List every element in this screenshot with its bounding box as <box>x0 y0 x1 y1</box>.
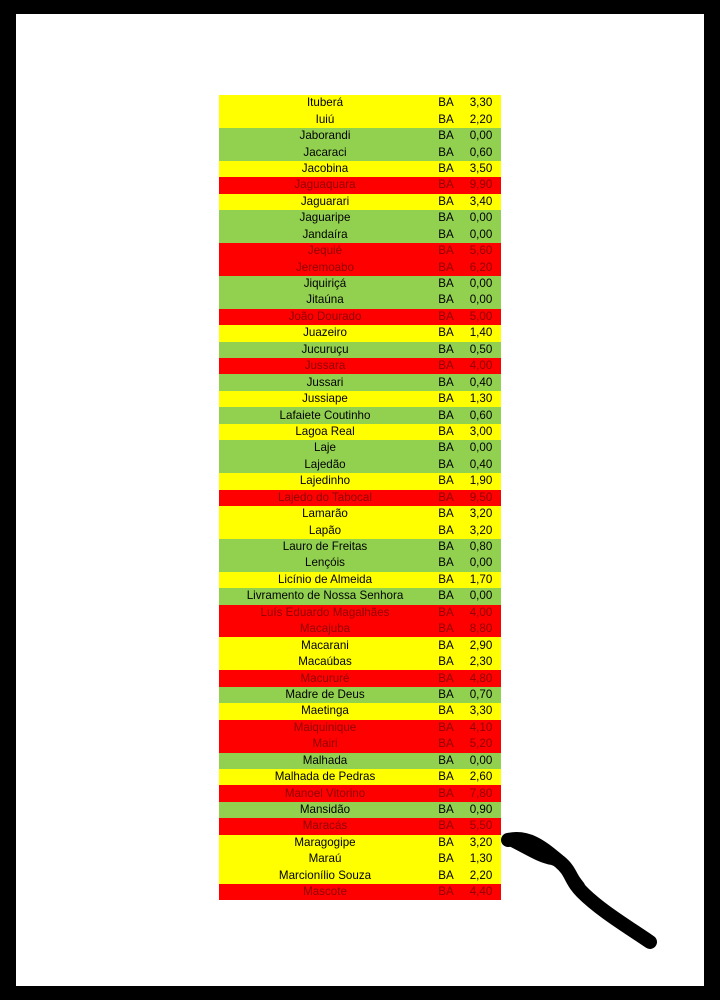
state-code: BA <box>438 227 454 241</box>
state-code: BA <box>438 572 454 586</box>
state-code: BA <box>438 753 454 767</box>
state-code: BA <box>438 309 454 323</box>
city-name: Lajedo do Tabocal <box>278 490 372 504</box>
state-code: BA <box>438 161 454 175</box>
state-code: BA <box>438 490 454 504</box>
rate-value: 4,00 <box>469 605 493 619</box>
state-code: BA <box>438 523 454 537</box>
city-name: Jitaúna <box>306 293 344 307</box>
city-name: Mairi <box>312 737 338 751</box>
city-name: Iuiú <box>315 112 335 126</box>
state-code: BA <box>438 737 454 751</box>
state-code: BA <box>438 474 454 488</box>
city-name: Lapão <box>308 523 342 537</box>
state-code: BA <box>438 868 454 882</box>
rate-value: 0,00 <box>469 441 493 455</box>
state-code: BA <box>438 671 454 685</box>
rate-value: 3,20 <box>469 507 493 521</box>
city-name: Ituberá <box>306 96 344 110</box>
city-name: Macururé <box>300 671 350 685</box>
city-name: Jandaíra <box>302 227 348 241</box>
rate-value: 3,50 <box>469 161 493 175</box>
rate-value: 3,40 <box>469 194 493 208</box>
state-code: BA <box>438 112 454 126</box>
state-code: BA <box>438 375 454 389</box>
city-name: Juazeiro <box>303 326 347 340</box>
rate-value: 5,50 <box>469 819 493 833</box>
city-name: Manoel Vitorino <box>284 786 366 800</box>
rate-value: 3,20 <box>469 835 493 849</box>
state-code: BA <box>438 145 454 159</box>
city-name: Licínio de Almeida <box>277 572 373 586</box>
rate-value: 2,30 <box>469 655 493 669</box>
city-name: Jussara <box>304 359 346 373</box>
rate-value: 2,20 <box>469 868 493 882</box>
rate-value: 1,90 <box>469 474 493 488</box>
city-name: Livramento de Nossa Senhora <box>246 589 404 603</box>
city-name: Malhada <box>302 753 348 767</box>
city-name: Lagoa Real <box>295 424 355 438</box>
city-name: Lafaiete Coutinho <box>279 408 371 422</box>
state-code: BA <box>438 687 454 701</box>
state-code: BA <box>438 277 454 291</box>
city-name: Luís Eduardo Magalhães <box>260 605 390 619</box>
city-name: Maetinga <box>301 704 349 718</box>
city-name: Marcionílio Souza <box>278 868 372 882</box>
rate-value: 3,30 <box>469 704 493 718</box>
rate-value: 6,20 <box>469 260 493 274</box>
city-name: Lajedinho <box>299 474 351 488</box>
city-name: Maraú <box>308 852 342 866</box>
city-name: Jacaraci <box>303 145 347 159</box>
city-name: Jussari <box>306 375 344 389</box>
rate-value: 0,40 <box>469 375 493 389</box>
state-code: BA <box>438 260 454 274</box>
state-code: BA <box>438 885 454 899</box>
state-code: BA <box>438 770 454 784</box>
city-name: Mansidão <box>299 803 351 817</box>
rate-value: 2,20 <box>469 112 493 126</box>
rate-value: 0,00 <box>469 227 493 241</box>
state-code: BA <box>438 326 454 340</box>
rate-value: 0,00 <box>469 556 493 570</box>
state-code: BA <box>438 178 454 192</box>
rate-value: 0,40 <box>469 457 493 471</box>
rate-value: 0,70 <box>469 687 493 701</box>
rate-value: 2,60 <box>469 770 493 784</box>
rate-value: 4,80 <box>469 671 493 685</box>
rate-value: 1,30 <box>469 392 493 406</box>
rate-value: 7,80 <box>469 786 493 800</box>
city-name: Maiquinique <box>293 720 357 734</box>
city-name: Lajedão <box>304 457 346 471</box>
rate-value: 0,00 <box>469 129 493 143</box>
city-name: Jussiape <box>302 392 348 406</box>
rate-value: 5,00 <box>469 309 493 323</box>
city-name: Jaguaquara <box>294 178 356 192</box>
rate-value: 0,50 <box>469 342 493 356</box>
rate-value: 5,20 <box>469 737 493 751</box>
city-name: Jequié <box>307 244 343 258</box>
rate-value: 4,10 <box>469 720 493 734</box>
rate-value: 0,90 <box>469 803 493 817</box>
state-code: BA <box>438 457 454 471</box>
state-code: BA <box>438 441 454 455</box>
rate-value: 0,00 <box>469 589 493 603</box>
rate-value: 1,30 <box>469 852 493 866</box>
rate-value: 5,60 <box>469 244 493 258</box>
city-name: Lençóis <box>305 556 345 570</box>
state-code: BA <box>438 408 454 422</box>
city-name: Macarani <box>301 638 349 652</box>
state-code: BA <box>438 622 454 636</box>
rate-value: 0,60 <box>469 145 493 159</box>
state-code: BA <box>438 720 454 734</box>
rate-value: 0,00 <box>469 753 493 767</box>
state-code: BA <box>438 819 454 833</box>
state-code: BA <box>438 244 454 258</box>
rate-value: 9,50 <box>469 490 493 504</box>
city-name: Laje <box>314 441 336 455</box>
state-code: BA <box>438 194 454 208</box>
city-name: Jacobina <box>301 161 349 175</box>
rate-value: 0,80 <box>469 540 493 554</box>
state-code: BA <box>438 96 454 110</box>
city-name: Macajuba <box>299 622 351 636</box>
rate-value: 1,40 <box>469 326 493 340</box>
state-code: BA <box>438 540 454 554</box>
city-name: Maragogipe <box>294 835 356 849</box>
city-name: João Dourado <box>288 309 362 323</box>
city-name: Macaúbas <box>298 655 352 669</box>
rate-value: 4,40 <box>469 885 493 899</box>
rate-value: 2,90 <box>469 638 493 652</box>
city-name: Mascote <box>303 885 347 899</box>
rate-value: 3,00 <box>469 424 493 438</box>
rate-value: 1,70 <box>469 572 493 586</box>
city-name: Lamarão <box>302 507 348 521</box>
state-code: BA <box>438 392 454 406</box>
rate-value: 4,00 <box>469 359 493 373</box>
rate-value: 3,20 <box>469 523 493 537</box>
city-name: Jaborandi <box>299 129 351 143</box>
rate-value: 0,00 <box>469 293 493 307</box>
state-code: BA <box>438 507 454 521</box>
city-name: Malhada de Pedras <box>274 770 376 784</box>
state-code: BA <box>438 638 454 652</box>
state-code: BA <box>438 211 454 225</box>
state-code: BA <box>438 342 454 356</box>
rate-value: 0,00 <box>469 277 493 291</box>
city-name: Jucuruçu <box>301 342 349 356</box>
state-code: BA <box>438 556 454 570</box>
state-code: BA <box>438 835 454 849</box>
city-name: Jaguaripe <box>299 211 351 225</box>
state-code: BA <box>438 605 454 619</box>
state-code: BA <box>438 786 454 800</box>
city-name: Lauro de Freitas <box>282 540 368 554</box>
rate-value: 3,30 <box>469 96 493 110</box>
state-code: BA <box>438 424 454 438</box>
state-code: BA <box>438 129 454 143</box>
state-code: BA <box>438 359 454 373</box>
city-name: Jiquiriçá <box>303 277 347 291</box>
rate-value: 9,90 <box>469 178 493 192</box>
city-name: Jeremoabo <box>295 260 354 274</box>
rate-value: 0,60 <box>469 408 493 422</box>
city-name: Jaguarari <box>300 194 350 208</box>
state-code: BA <box>438 852 454 866</box>
state-code: BA <box>438 803 454 817</box>
state-code: BA <box>438 704 454 718</box>
rate-value: 8,80 <box>469 622 493 636</box>
state-code: BA <box>438 655 454 669</box>
state-code: BA <box>438 293 454 307</box>
city-name: Madre de Deus <box>285 687 365 701</box>
city-name: Maracás <box>302 819 348 833</box>
rate-value: 0,00 <box>469 211 493 225</box>
state-code: BA <box>438 589 454 603</box>
